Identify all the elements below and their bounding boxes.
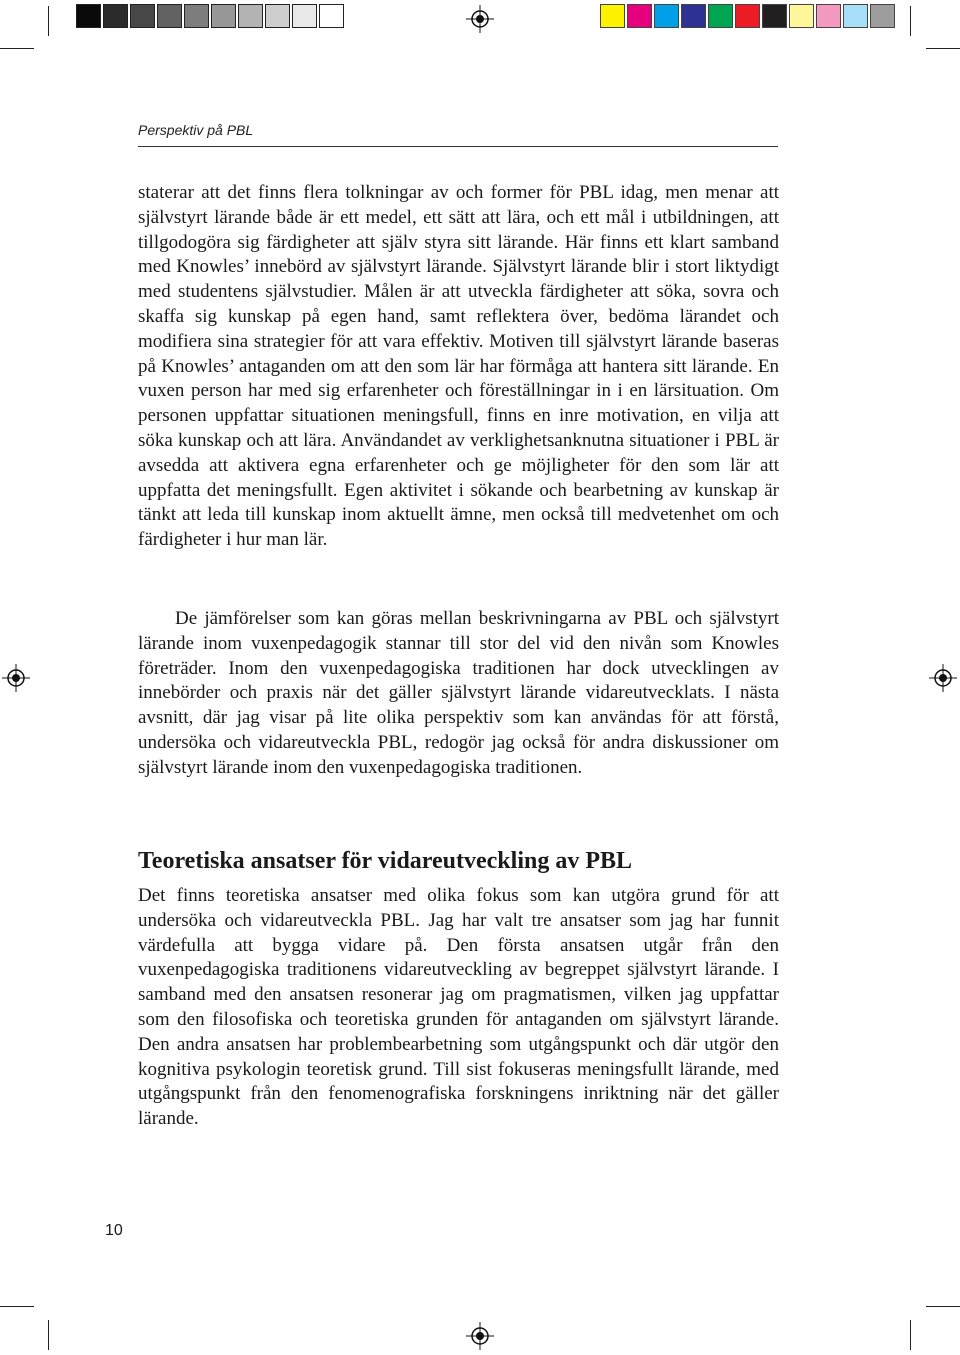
crop-mark xyxy=(48,1320,49,1350)
calibration-swatch xyxy=(762,4,787,28)
calibration-swatch xyxy=(238,4,263,28)
calibration-swatch xyxy=(600,4,625,28)
crop-mark xyxy=(910,6,911,36)
calibration-swatch xyxy=(816,4,841,28)
paragraph-text: De jämförelser som kan göras mellan beskrivningarna av PBL och självstyrt lärande inom vuxenpedagogik stannar till stor del vid den nivån som Knowles företräder. Inom den vuxenpedagogiska traditionen har dock utvecklingen av innebörder och praxis när det gäller självstyrt lärande vidareutvecklats. I nästa avsnitt, där jag visar på lite olika perspektiv som kan användas för att förstå, undersöka och vidareutveckla PBL, redogör jag också för andra diskussioner om självstyrt lärande inom den vuxenpedagogiska traditionen. xyxy=(138,608,779,778)
paragraph-text: staterar att det finns flera tolkningar av och former för PBL idag, men menar att självstyrt lärande både är ett medel, ett sätt att lära, och ett mål i utbildningen, att tillgodogöra sig färdigheter att själv styra sitt lärande. Här finns ett klart samband med Knowles’ innebörd av självstyrt lärande. Självstyrt lärande blir i stort liktydigt med studentens självstudier. Målen är att utveckla färdigheter att söka, sovra och skaffa sig kunskap på egen hand, samt reflektera över, bedöma lärandet och modifiera sina strategier för att vara effektiv. Motiven till självstyrt lärande baseras på Knowles’ antaganden om att den som lär har förmåga att hantera sitt lärande. En vuxen person har med sig erfarenheter och föreställningar in i en lärsituation. Om personen uppfattar situationen meningsfull, finns en inre motivation, en vilja att söka kunskap och att lära. Användandet av verklighetsanknutna situationer i PBL är avsedda att aktivera egna erfarenheter och ge möjligheter för den som lär att uppfatta det meningsfullt. Egen aktivitet i sökande och bearbetning av kunskap är tänkt att leda till kunskap inom aktuellt ämne, men också till medvetenhet om och färdigheter i hur man lär. xyxy=(138,182,779,551)
calibration-swatch xyxy=(319,4,344,28)
grayscale-calibration-bar xyxy=(76,4,346,28)
calibration-swatch xyxy=(708,4,733,28)
crop-mark xyxy=(926,48,960,49)
calibration-swatch xyxy=(654,4,679,28)
calibration-swatch xyxy=(76,4,101,28)
paragraph-text: Det finns teoretiska ansatser med olika fokus som kan utgöra grund för att undersöka och vidareutveckla PBL. Jag har valt tre ansatser som jag har funnit värdefulla att bygga vidare på. Den första ansatsen utgår från den vuxenpedagogiska traditionens vidareutveckling av begreppet självstyrt lärande. I samband med den ansatsen resonerar jag om pragmatismen, vilken jag uppfattar som den filosofiska och teoretiska grunden för antaganden om självstyrt lärande. Den andra ansatsen har problembearbetning som utgångspunkt och där utgör den kognitiva psykologin teoretisk grund. Till sist fokuseras meningsfullt lärande, med utgångspunkt från den fenomenografiska forskningens inriktning när det gäller lärande. xyxy=(138,885,779,1130)
registration-mark-icon xyxy=(466,1322,494,1350)
crop-mark xyxy=(910,1320,911,1350)
calibration-swatch xyxy=(843,4,868,28)
body-paragraph-3 xyxy=(138,884,779,1132)
header-rule xyxy=(138,146,778,147)
section-heading: Teoretiska ansatser för vidareutveckling av PBL xyxy=(138,848,633,874)
calibration-swatch xyxy=(870,4,895,28)
running-header: Perspektiv på PBL xyxy=(138,122,254,138)
crop-mark xyxy=(48,6,49,36)
calibration-swatch xyxy=(681,4,706,28)
registration-mark-icon xyxy=(929,664,957,692)
calibration-swatch xyxy=(103,4,128,28)
body-paragraph-1 xyxy=(138,181,779,553)
calibration-swatch xyxy=(292,4,317,28)
calibration-swatch xyxy=(735,4,760,28)
crop-mark xyxy=(0,48,34,49)
body-paragraph-2 xyxy=(138,607,779,781)
calibration-swatch xyxy=(184,4,209,28)
crop-mark xyxy=(926,1306,960,1307)
registration-mark-icon xyxy=(2,664,30,692)
registration-mark-icon xyxy=(466,5,494,33)
calibration-swatch xyxy=(157,4,182,28)
calibration-swatch xyxy=(789,4,814,28)
color-calibration-bar xyxy=(600,4,897,28)
calibration-swatch xyxy=(265,4,290,28)
crop-mark xyxy=(0,1306,34,1307)
calibration-swatch xyxy=(211,4,236,28)
calibration-swatch xyxy=(130,4,155,28)
page-number: 10 xyxy=(105,1222,123,1239)
calibration-swatch xyxy=(627,4,652,28)
